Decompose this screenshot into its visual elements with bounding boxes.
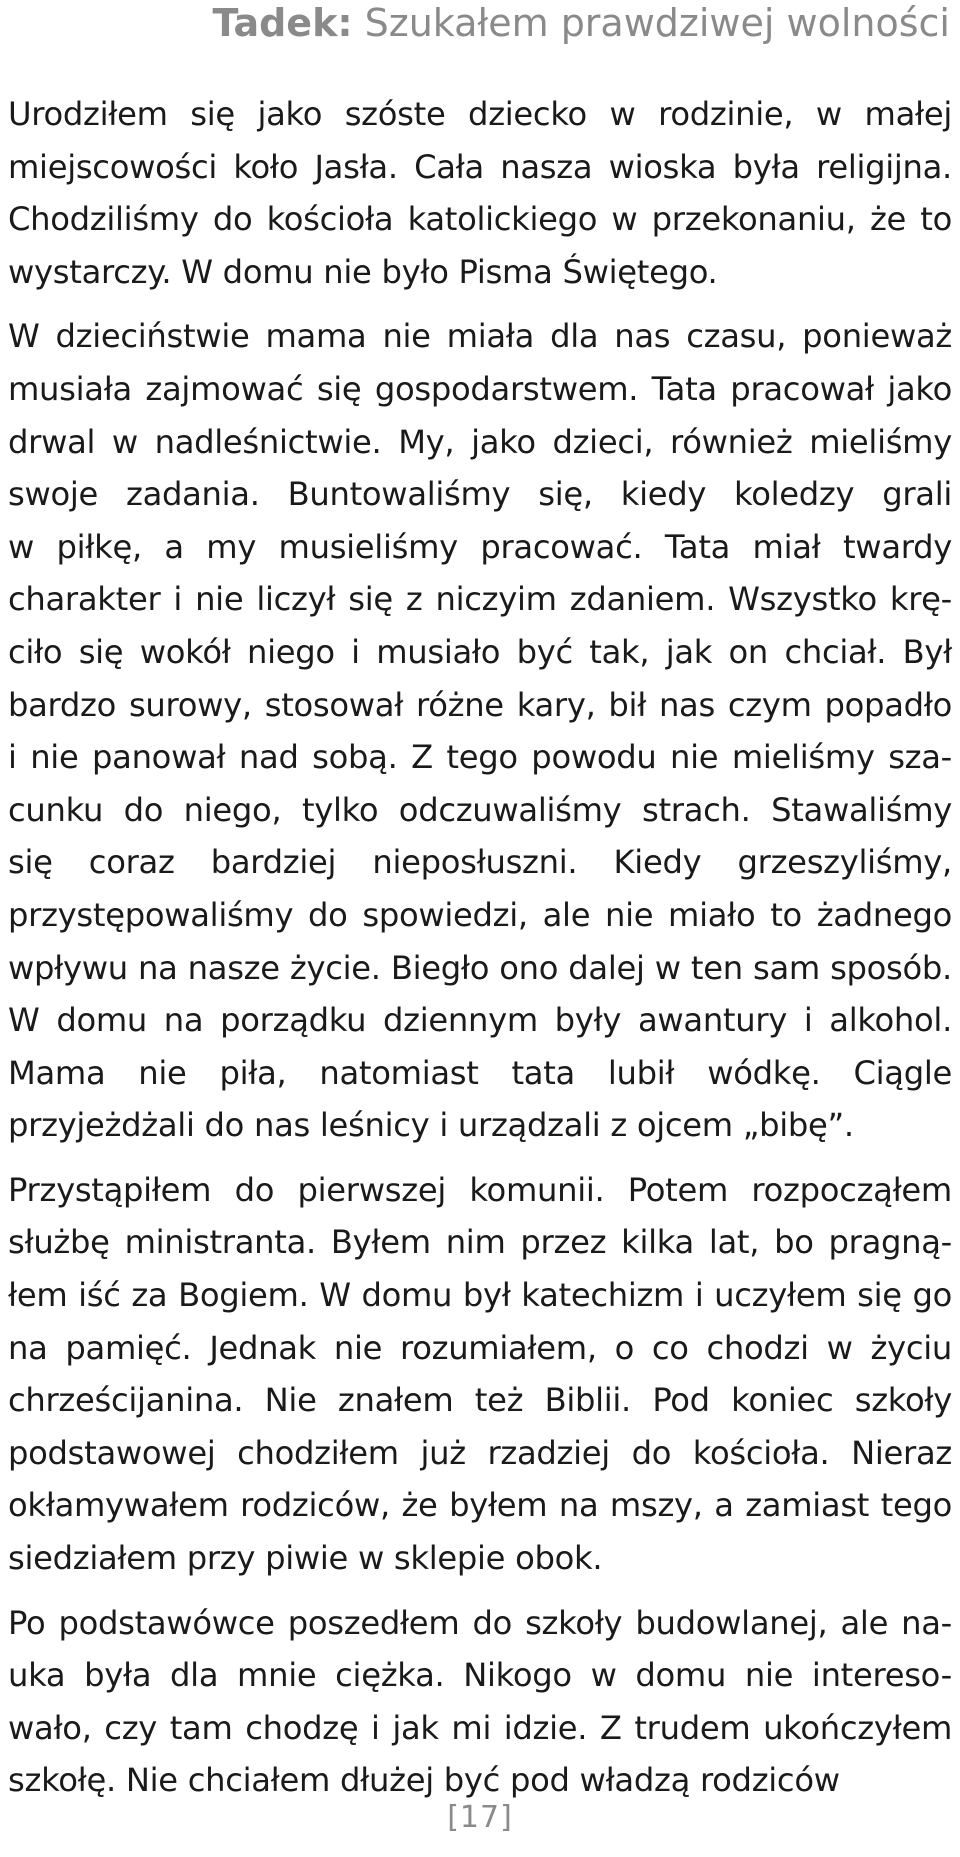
text-line: charakter i nie liczył się z niczyim zdaniem. Wszystko krę- bbox=[8, 580, 952, 619]
text-line: służbę ministranta. Byłem nim przez kilka lat, bo pragną- bbox=[8, 1223, 952, 1262]
text-line: i nie panował nad sobą. Z tego powodu nie mieliśmy sza- bbox=[8, 738, 952, 777]
chapter-heading: Szukałem prawdziwej wolności bbox=[364, 1, 950, 45]
text-line: miejscowości koło Jasła. Cała nasza wioska była religijna. bbox=[8, 147, 952, 186]
text-line: Po podstawówce poszedłem do szkoły budowlanej, ale na- bbox=[8, 1603, 952, 1642]
paragraph bbox=[8, 310, 952, 1152]
text-line: W dzieciństwie mama nie miała dla nas czasu, ponieważ bbox=[8, 317, 952, 356]
paragraph bbox=[8, 1164, 952, 1585]
text-line: podstawowej chodziłem już rzadziej do kościoła. Nieraz bbox=[8, 1433, 952, 1472]
text-line: przyjeżdżali do nas leśnicy i urządzali z ojcem „bibę”. bbox=[8, 1106, 854, 1145]
text-line: szkołę. Nie chciałem dłużej być pod władzą rodziców bbox=[8, 1761, 840, 1800]
text-line: wało, czy tam chodzę i jak mi idzie. Z trudem ukończyłem bbox=[8, 1708, 952, 1747]
text-line: w piłkę, a my musieliśmy pracować. Tata miał twardy bbox=[8, 527, 952, 566]
text-line: musiała zajmować się gospodarstwem. Tata pracował jako bbox=[8, 369, 952, 408]
text-line: przystępowaliśmy do spowiedzi, ale nie miało to żadnego bbox=[8, 895, 952, 934]
text-line: uka była dla mnie ciężka. Nikogo w domu nie intereso- bbox=[8, 1656, 952, 1695]
paragraph bbox=[8, 88, 952, 298]
text-line: bardzo surowy, stosował różne kary, bił nas czym popadło bbox=[8, 685, 952, 724]
text-line: chrześcijanina. Nie znałem też Biblii. Pod koniec szkoły bbox=[8, 1381, 952, 1420]
text-line: ciło się wokół niego i musiało być tak, jak on chciał. Był bbox=[8, 632, 952, 671]
text-line: cunku do niego, tylko odczuwaliśmy strach. Stawaliśmy bbox=[8, 790, 952, 829]
body-text bbox=[8, 88, 952, 1819]
text-line: swoje zadania. Buntowaliśmy się, kiedy koledzy grali bbox=[8, 475, 952, 514]
text-line: drwal w nadleśnictwie. My, jako dzieci, również mieliśmy bbox=[8, 422, 952, 461]
text-line: na pamięć. Jednak nie rozumiałem, o co chodzi w życiu bbox=[8, 1328, 952, 1367]
paragraph bbox=[8, 1597, 952, 1807]
text-line: Mama nie piła, natomiast tata lubił wódkę. Ciągle bbox=[8, 1053, 952, 1092]
text-line: W domu na porządku dziennym były awantury i alkohol. bbox=[8, 1001, 952, 1040]
text-line: się coraz bardziej nieposłuszni. Kiedy grzeszyliśmy, bbox=[8, 843, 952, 882]
text-line: wystarczy. W domu nie było Pisma Świętego. bbox=[8, 252, 718, 291]
text-line: łem iść za Bogiem. W domu był katechizm i uczyłem się go bbox=[8, 1276, 952, 1315]
text-line: wpływu na nasze życie. Biegło ono dalej w ten sam sposób. bbox=[8, 948, 952, 987]
text-line: Przystąpiłem do pierwszej komunii. Potem rozpocząłem bbox=[8, 1170, 952, 1209]
text-line: Chodziliśmy do kościoła katolickiego w przekonaniu, że to bbox=[8, 200, 952, 239]
chapter-author: Tadek: bbox=[212, 1, 353, 45]
text-line: okłamywałem rodziców, że byłem na mszy, a zamiast tego bbox=[8, 1486, 952, 1525]
text-line: siedziałem przy piwie w sklepie obok. bbox=[8, 1539, 603, 1578]
text-line: Urodziłem się jako szóste dziecko w rodzinie, w małej bbox=[8, 95, 952, 133]
chapter-title bbox=[212, 0, 950, 46]
page-number: [17] bbox=[447, 1800, 513, 1835]
